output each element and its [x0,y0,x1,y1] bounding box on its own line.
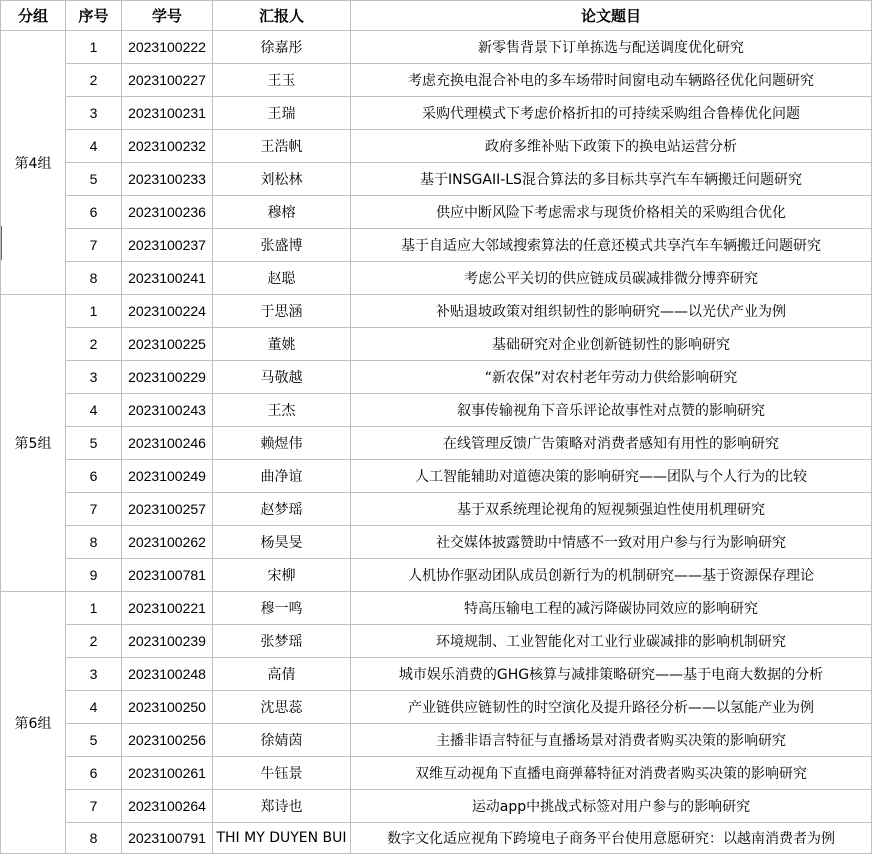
student-id-cell[interactable]: 2023100237 [122,229,213,262]
student-id-cell[interactable]: 2023100222 [122,31,213,64]
table-row [1,592,872,625]
presenter-cell[interactable]: 王玉 [213,64,351,97]
table-row [1,691,872,724]
student-id-cell[interactable]: 2023100229 [122,361,213,394]
thesis-title-cell[interactable]: 叙事传输视角下音乐评论故事性对点赞的影响研究 [351,394,872,427]
index-cell[interactable]: 5 [66,724,122,757]
index-cell[interactable]: 1 [66,31,122,64]
presenter-cell[interactable]: 穆一鸣 [213,592,351,625]
table-row [1,295,872,328]
thesis-title-cell[interactable]: 城市娱乐消费的GHG核算与减排策略研究——基于电商大数据的分析 [351,658,872,691]
presenter-cell[interactable]: 董姚 [213,328,351,361]
thesis-title-cell[interactable]: 产业链供应链韧性的时空演化及提升路径分析——以氢能产业为例 [351,691,872,724]
thesis-title-cell[interactable]: 特高压输电工程的减污降碳协同效应的影响研究 [351,592,872,625]
presenter-cell[interactable]: 王瑞 [213,97,351,130]
presenter-cell[interactable]: 曲净谊 [213,460,351,493]
presenter-cell[interactable]: 王浩帆 [213,130,351,163]
index-cell[interactable]: 8 [66,823,122,854]
table-row [1,130,872,163]
index-cell[interactable]: 7 [66,493,122,526]
index-cell[interactable]: 3 [66,97,122,130]
table-row [1,823,872,854]
presenter-cell[interactable]: 郑诗也 [213,790,351,823]
thesis-title-cell[interactable]: 在线管理反馈广告策略对消费者感知有用性的影响研究 [351,427,872,460]
student-id-cell[interactable]: 2023100248 [122,658,213,691]
presenter-cell[interactable]: 杨昊旻 [213,526,351,559]
thesis-title-cell[interactable]: 运动app中挑战式标签对用户参与的影响研究 [351,790,872,823]
index-cell[interactable]: 8 [66,262,122,295]
student-id-cell[interactable]: 2023100262 [122,526,213,559]
table-row [1,97,872,130]
table-row [1,328,872,361]
table-row [1,427,872,460]
thesis-title-cell[interactable]: 基于双系统理论视角的短视频强迫性使用机理研究 [351,493,872,526]
table-row [1,262,872,295]
table-row [1,394,872,427]
student-id-cell[interactable]: 2023100246 [122,427,213,460]
student-id-cell[interactable]: 2023100232 [122,130,213,163]
student-id-cell[interactable]: 2023100264 [122,790,213,823]
header-thesis-title[interactable]: 论文题目 [351,1,872,31]
table-row [1,724,872,757]
table-row [1,658,872,691]
thesis-title-cell[interactable]: 双维互动视角下直播电商弹幕特征对消费者购买决策的影响研究 [351,757,872,790]
header-group[interactable]: 分组 [1,1,66,31]
thesis-title-cell[interactable]: 政府多维补贴下政策下的换电站运营分析 [351,130,872,163]
index-cell[interactable]: 6 [66,196,122,229]
thesis-title-cell[interactable]: 基于自适应大邻域搜索算法的任意还模式共享汽车车辆搬迁问题研究 [351,229,872,262]
thesis-title-cell[interactable]: “新农保”对农村老年劳动力供给影响研究 [351,361,872,394]
table-row [1,163,872,196]
index-cell[interactable]: 3 [66,658,122,691]
index-cell[interactable]: 9 [66,559,122,592]
index-cell[interactable]: 4 [66,691,122,724]
student-id-cell[interactable]: 2023100781 [122,559,213,592]
presenter-cell[interactable]: 沈思蕊 [213,691,351,724]
student-id-cell[interactable]: 2023100224 [122,295,213,328]
presenter-cell[interactable]: 徐嘉彤 [213,31,351,64]
header-row [1,1,872,31]
thesis-title-cell[interactable]: 数字文化适应视角下跨境电子商务平台使用意愿研究：以越南消费者为例 [351,823,872,854]
presenter-cell[interactable]: 赖煜伟 [213,427,351,460]
index-cell[interactable]: 6 [66,757,122,790]
thesis-title-cell[interactable]: 人机协作驱动团队成员创新行为的机制研究——基于资源保存理论 [351,559,872,592]
presenter-cell[interactable]: 牛钰景 [213,757,351,790]
student-id-cell[interactable]: 2023100227 [122,64,213,97]
table-row [1,31,872,64]
index-cell[interactable]: 7 [66,790,122,823]
index-cell[interactable]: 6 [66,460,122,493]
index-cell[interactable]: 7 [66,229,122,262]
table-row [1,196,872,229]
table-row [1,790,872,823]
thesis-title-cell[interactable]: 人工智能辅助对道德决策的影响研究——团队与个人行为的比较 [351,460,872,493]
thesis-title-cell[interactable]: 社交媒体披露赞助中情感不一致对用户参与行为影响研究 [351,526,872,559]
student-id-cell[interactable]: 2023100241 [122,262,213,295]
index-cell[interactable]: 1 [66,295,122,328]
index-cell[interactable]: 2 [66,625,122,658]
thesis-title-cell[interactable]: 考虑公平关切的供应链成员碳减排微分博弈研究 [351,262,872,295]
index-cell[interactable]: 4 [66,130,122,163]
student-id-cell[interactable]: 2023100225 [122,328,213,361]
student-id-cell[interactable]: 2023100239 [122,625,213,658]
table-row [1,559,872,592]
thesis-title-cell[interactable]: 基础研究对企业创新链韧性的影响研究 [351,328,872,361]
table-row [1,64,872,97]
table-row [1,757,872,790]
thesis-title-cell[interactable]: 供应中断风险下考虑需求与现货价格相关的采购组合优化 [351,196,872,229]
table-row [1,493,872,526]
thesis-title-cell[interactable]: 补贴退坡政策对组织韧性的影响研究——以光伏产业为例 [351,295,872,328]
index-cell[interactable]: 4 [66,394,122,427]
presenter-cell[interactable]: 王杰 [213,394,351,427]
presenter-cell[interactable]: 徐婧茵 [213,724,351,757]
thesis-title-cell[interactable]: 主播非语言特征与直播场景对消费者购买决策的影响研究 [351,724,872,757]
index-cell[interactable]: 1 [66,592,122,625]
student-id-cell[interactable]: 2023100233 [122,163,213,196]
student-id-cell[interactable]: 2023100236 [122,196,213,229]
presenter-cell[interactable]: THI MY DUYEN BUI [213,823,351,854]
presenter-cell[interactable]: 马敬越 [213,361,351,394]
header-presenter[interactable]: 汇报人 [213,1,351,31]
table-row [1,229,872,262]
presenter-cell[interactable]: 赵梦瑶 [213,493,351,526]
presenter-cell[interactable]: 赵聪 [213,262,351,295]
student-id-cell[interactable]: 2023100231 [122,97,213,130]
index-cell[interactable]: 3 [66,361,122,394]
thesis-title-cell[interactable]: 采购代理模式下考虑价格折扣的可持续采购组合鲁棒优化问题 [351,97,872,130]
table-row [1,625,872,658]
index-cell[interactable]: 8 [66,526,122,559]
student-id-cell[interactable]: 2023100256 [122,724,213,757]
student-id-cell[interactable]: 2023100249 [122,460,213,493]
student-id-cell[interactable]: 2023100221 [122,592,213,625]
presenter-cell[interactable]: 宋柳 [213,559,351,592]
student-id-cell[interactable]: 2023100261 [122,757,213,790]
thesis-title-cell[interactable]: 环境规制、工业智能化对工业行业碳减排的影响机制研究 [351,625,872,658]
student-id-cell[interactable]: 2023100243 [122,394,213,427]
group-cell[interactable]: 第6组 [1,592,66,854]
table-row [1,460,872,493]
group-cell[interactable]: 第4组 [1,31,66,295]
presenter-cell[interactable]: 张梦瑶 [213,625,351,658]
presenter-cell[interactable]: 穆榕 [213,196,351,229]
index-cell[interactable]: 2 [66,328,122,361]
student-id-cell[interactable]: 2023100257 [122,493,213,526]
index-cell[interactable]: 5 [66,163,122,196]
presenter-cell[interactable]: 张盛博 [213,229,351,262]
presenter-cell[interactable]: 高倩 [213,658,351,691]
thesis-title-cell[interactable]: 新零售背景下订单拣选与配送调度优化研究 [351,31,872,64]
header-index[interactable]: 序号 [66,1,122,31]
index-cell[interactable]: 5 [66,427,122,460]
student-id-cell[interactable]: 2023100791 [122,823,213,854]
index-cell[interactable]: 2 [66,64,122,97]
student-id-cell[interactable]: 2023100250 [122,691,213,724]
presenter-cell[interactable]: 刘松林 [213,163,351,196]
table-row [1,361,872,394]
presenter-cell[interactable]: 于思涵 [213,295,351,328]
thesis-title-cell[interactable]: 基于INSGAII-LS混合算法的多目标共享汽车车辆搬迁问题研究 [351,163,872,196]
table-row [1,526,872,559]
thesis-title-cell[interactable]: 考虑充换电混合补电的多车场带时间窗电动车辆路径优化问题研究 [351,64,872,97]
header-student-id[interactable]: 学号 [122,1,213,31]
group-cell[interactable]: 第5组 [1,295,66,592]
